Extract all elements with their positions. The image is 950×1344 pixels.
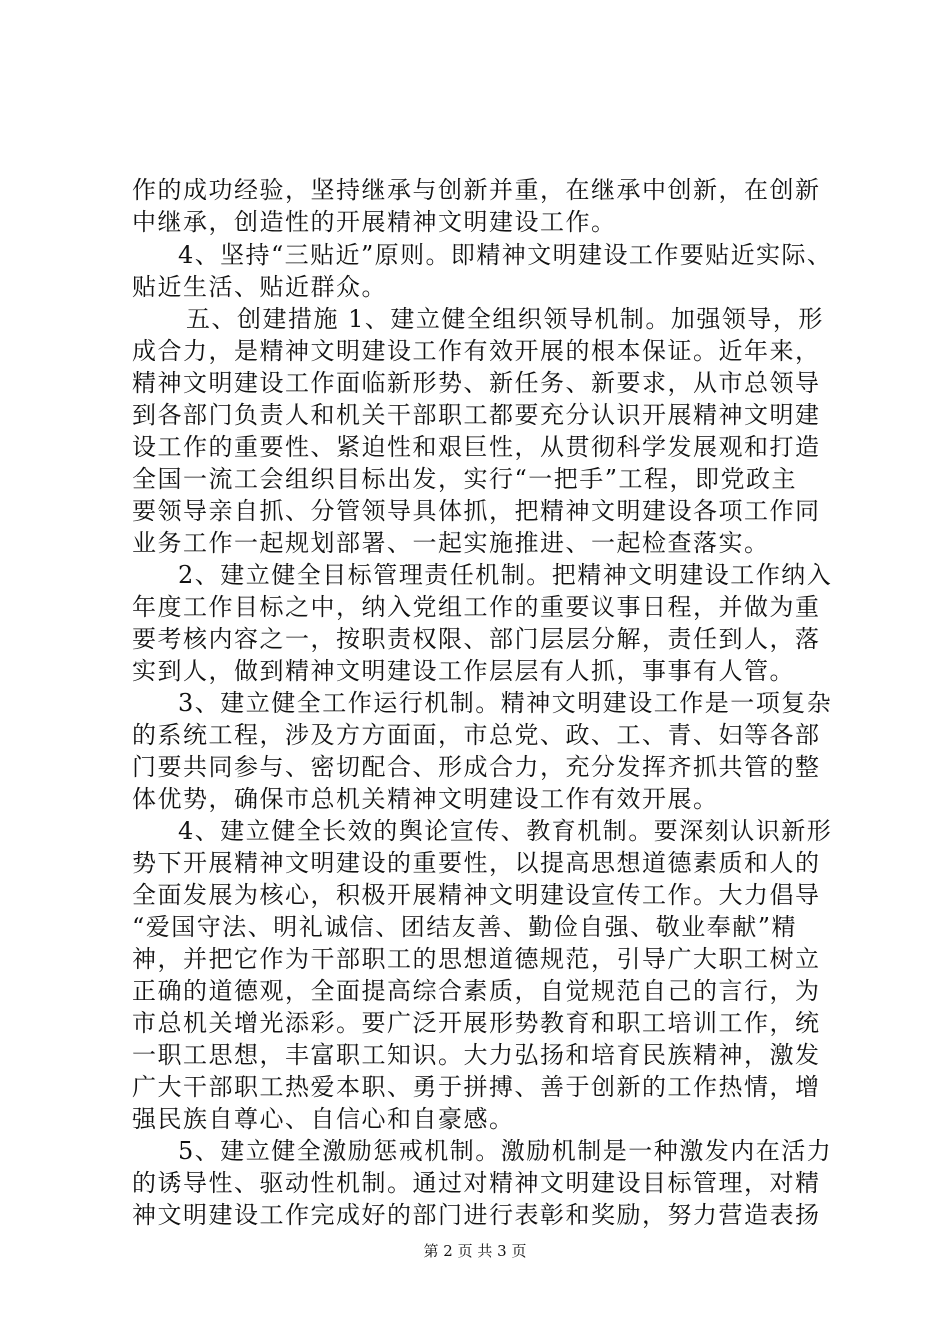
- body-line: 神，并把它作为干部职工的思想道德规范，引导广大职工树立: [132, 945, 821, 973]
- body-line: 要考核内容之一，按职责权限、部门层层分解，责任到人，落: [132, 625, 821, 653]
- body-line: 的系统工程，涉及方方面面，市总党、政、工、青、妇等各部: [132, 721, 821, 749]
- body-line: 设工作的重要性、紧迫性和艰巨性，从贯彻科学发展观和打造: [132, 433, 821, 461]
- body-line: 的诱导性、驱动性机制。通过对精神文明建设目标管理，对精: [132, 1169, 821, 1197]
- body-line: 精神文明建设工作面临新形势、新任务、新要求，从市总领导: [132, 369, 821, 397]
- body-line: 体优势，确保市总机关精神文明建设工作有效开展。: [132, 785, 719, 813]
- body-line: 2、建立健全目标管理责任机制。把精神文明建设工作纳入: [178, 561, 833, 589]
- page-number-footer: 第 2 页 共 3 页: [423, 1242, 527, 1260]
- body-line: 4、建立健全长效的舆论宣传、教育机制。要深刻认识新形: [178, 817, 833, 845]
- body-line: 广大干部职工热爱本职、勇于拼搏、善于创新的工作热情，增: [132, 1073, 821, 1101]
- body-line: 年度工作目标之中，纳入党组工作的重要议事日程，并做为重: [132, 593, 821, 621]
- body-line: 贴近生活、贴近群众。: [132, 273, 387, 301]
- body-line: 一职工思想，丰富职工知识。大力弘扬和培育民族精神，激发: [132, 1041, 821, 1069]
- body-line: 要领导亲自抓、分管领导具体抓，把精神文明建设各项工作同: [132, 497, 821, 525]
- body-line: 作的成功经验，坚持继承与创新并重，在继承中创新，在创新: [132, 176, 821, 204]
- body-line: 成合力，是精神文明建设工作有效开展的根本保证。近年来，: [132, 337, 821, 365]
- body-line: 市总机关增光添彩。要广泛开展形势教育和职工培训工作，统: [132, 1009, 821, 1037]
- body-line: 3、建立健全工作运行机制。精神文明建设工作是一项复杂: [178, 689, 833, 717]
- body-line: 到各部门负责人和机关干部职工都要充分认识开展精神文明建: [132, 401, 821, 429]
- body-line: “爱国守法、明礼诚信、团结友善、勤俭自强、敬业奉献”精: [132, 913, 798, 941]
- body-line: 全国一流工会组织目标出发，实行“一把手”工程，即党政主: [132, 465, 798, 493]
- body-line: 全面发展为核心，积极开展精神文明建设宣传工作。大力倡导: [132, 881, 821, 909]
- body-line: 门要共同参与、密切配合、形成合力，充分发挥齐抓共管的整: [132, 753, 821, 781]
- body-line: 5、建立健全激励惩戒机制。激励机制是一种激发内在活力: [178, 1137, 833, 1165]
- body-line: 势下开展精神文明建设的重要性，以提高思想道德素质和人的: [132, 849, 821, 877]
- body-line: 正确的道德观，全面提高综合素质，自觉规范自己的言行，为: [132, 977, 821, 1005]
- body-line: 神文明建设工作完成好的部门进行表彰和奖励，努力营造表扬: [132, 1201, 821, 1229]
- body-line: 业务工作一起规划部署、一起实施推进、一起检查落实。: [132, 529, 770, 557]
- body-line: 4、坚持“三贴近”原则。即精神文明建设工作要贴近实际、: [178, 241, 833, 269]
- body-line: 五、创建措施 1、建立健全组织领导机制。加强领导，形: [186, 305, 824, 333]
- body-line: 强民族自尊心、自信心和自豪感。: [132, 1105, 515, 1133]
- body-line: 中继承，创造性的开展精神文明建设工作。: [132, 208, 617, 236]
- body-line: 实到人，做到精神文明建设工作层层有人抓，事事有人管。: [132, 657, 795, 685]
